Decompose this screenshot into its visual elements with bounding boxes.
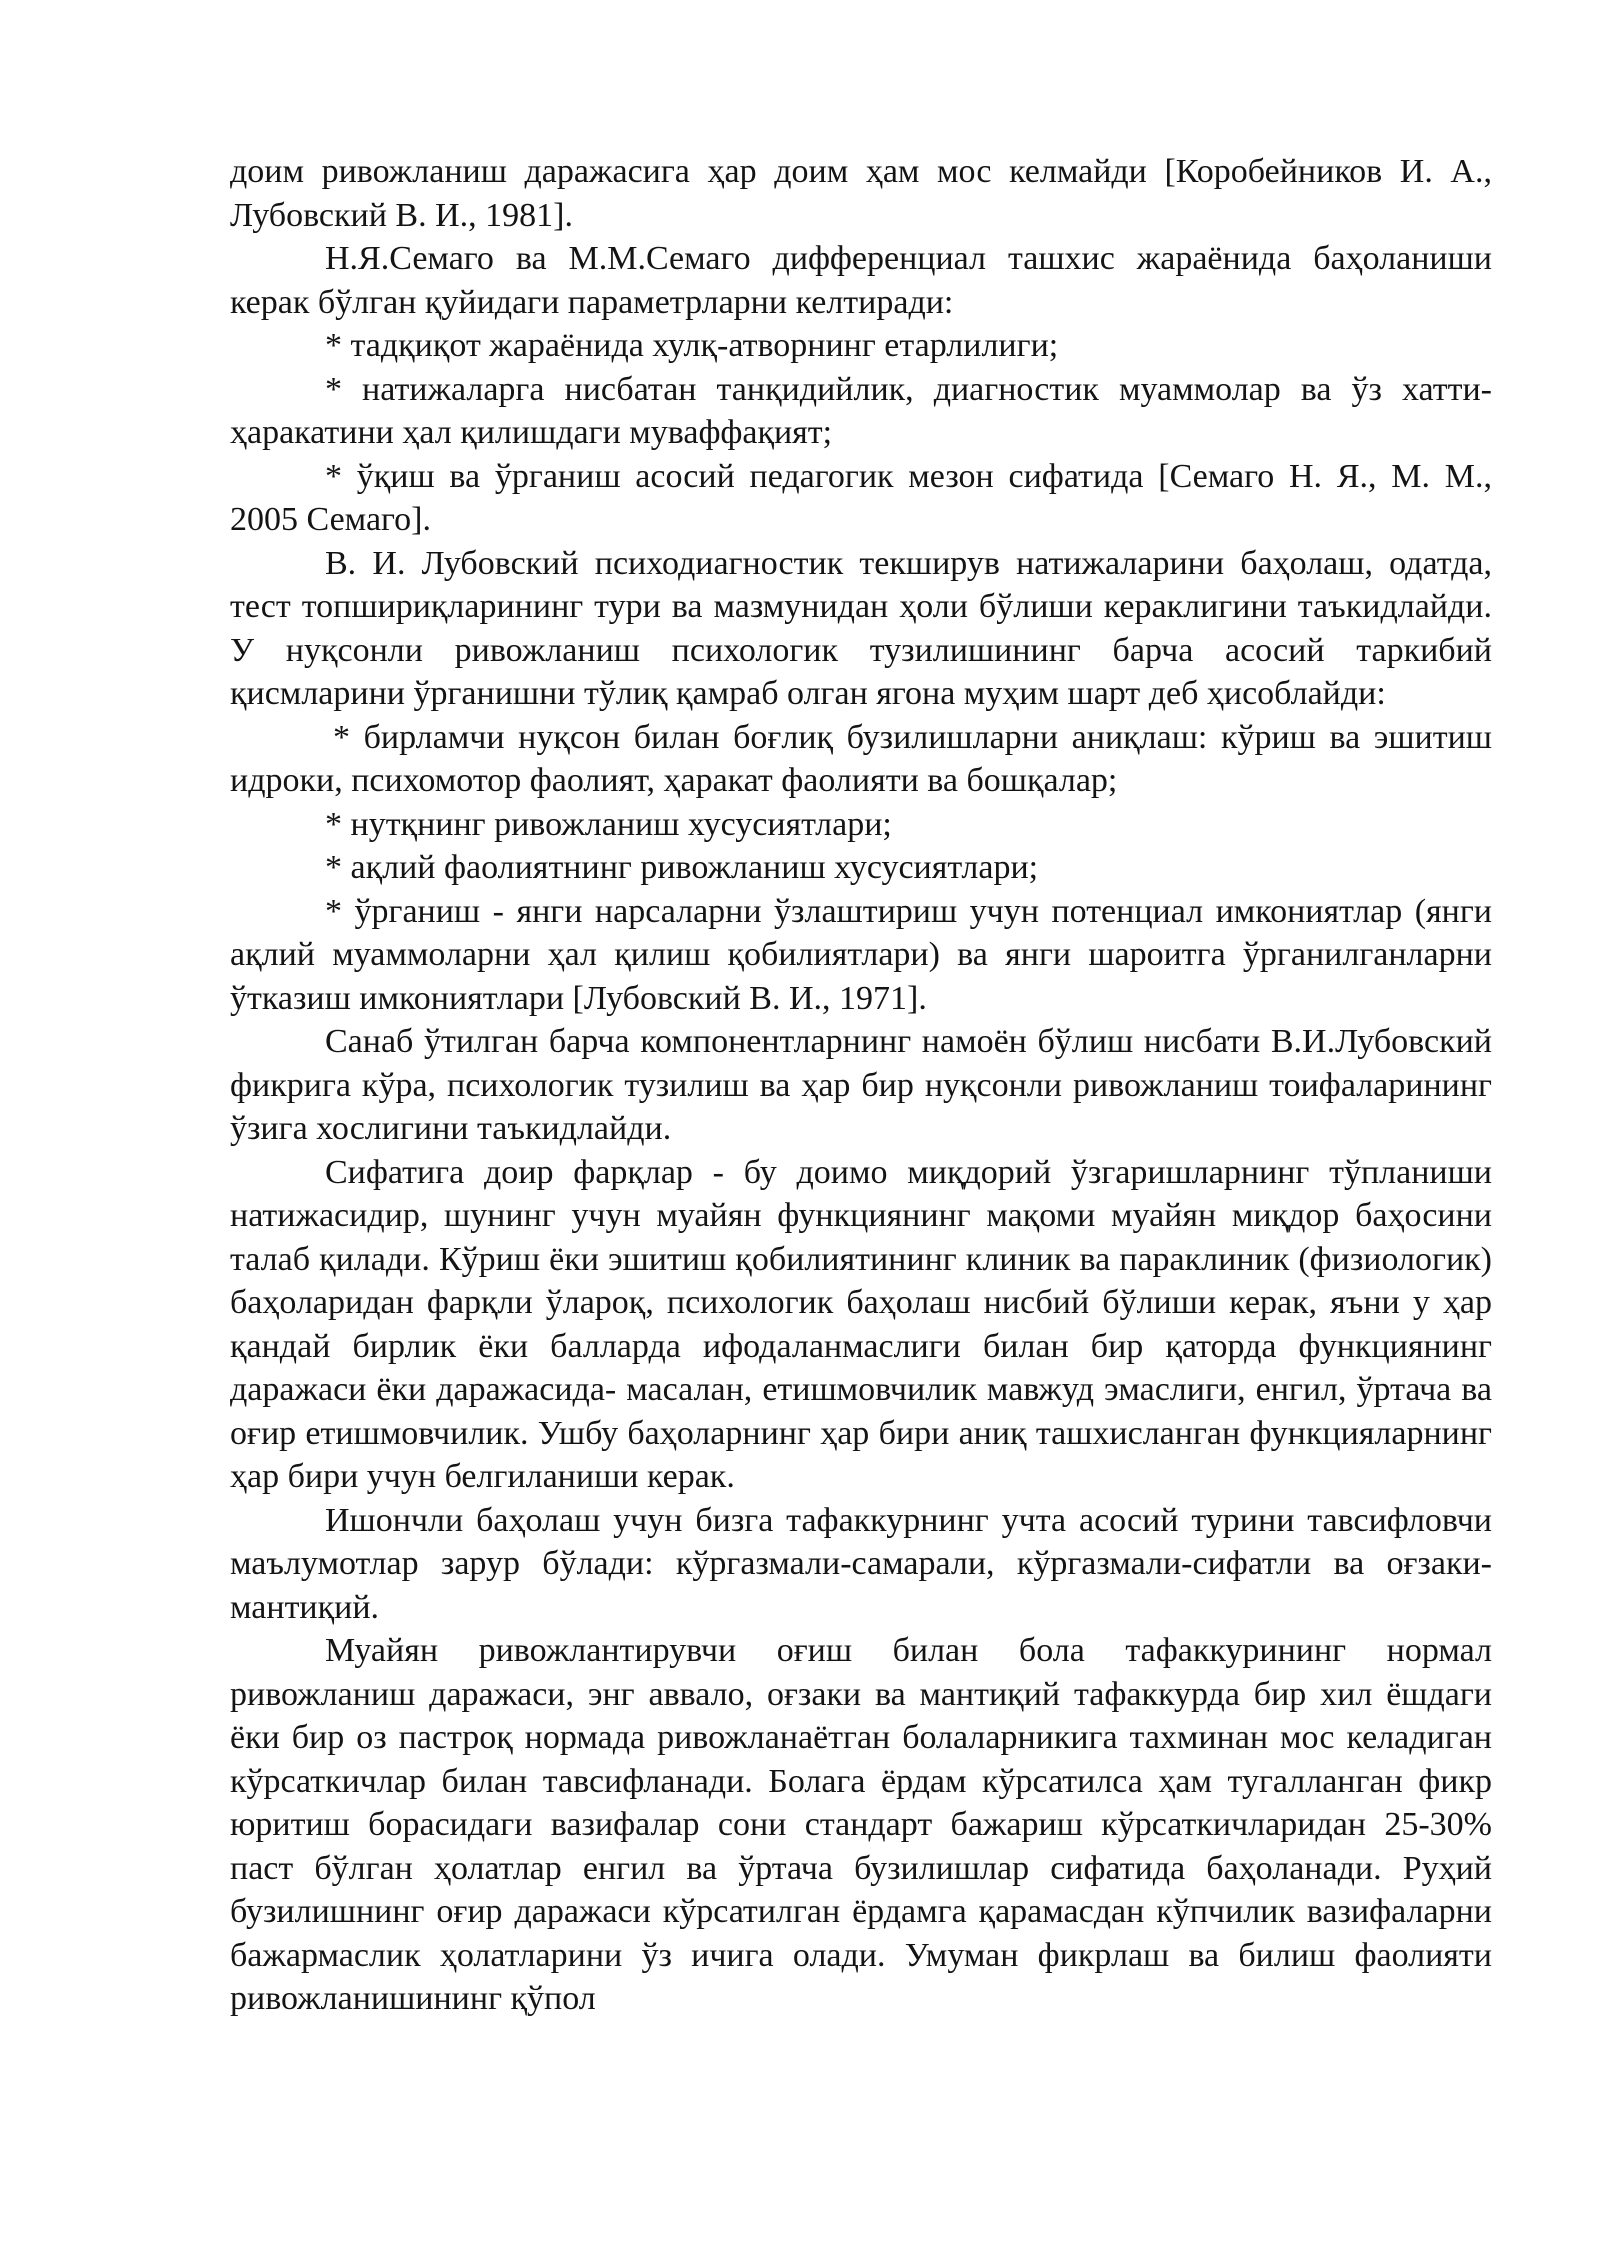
paragraph-6: Ишончли баҳолаш учун бизга тафаккурнинг учта асосий турини тавсифловчи маълумотлар зарур бўлади: кўргазмали-самарали, кўргазмали-сифатли ва оғзаки-мантиқий. [230,1501,1492,1626]
paragraph-1: доим ривожланиш даражасига ҳар доим ҳам мос келмайди [Коробейников И. А., Лубовский В. И., 1981]. [230,153,1492,234]
paragraph-3: В. И. Лубовский психодиагностик текширув натижаларини баҳолаш, одатда, тест топшириқларининг тури ва мазмунидан ҳоли бўлиши кераклигини таъкидлайди. У нуқсонли ривожланиш психологик тузилишининг барча асосий таркибий қисмларини ўрганишни тўлиқ қамраб олган ягона муҳим шарт деб ҳисоблайди: [230,544,1492,712]
paragraph-7: Муайян ривожлантирувчи оғиш билан бола тафаккурининг нормал ривожланиш даражаси, энг аввало, оғзаки ва мантиқий тафаккурда бир хил ёшдаги ёки бир оз пастроқ нормада ривожланаётган болаларникига тахминан мос келадиган кўрсаткичлар билан тавсифланади. Болага ёрдам кўрсатилса ҳам тугалланган фикр юритиш борасидаги вазифалар сони стандарт бажариш кўрсаткичларидан 25-30% паст бўлган ҳолатлар енгил ва ўртача бузилишлар сифатида баҳоланади. Руҳий бузилишнинг оғир даражаси кўрсатилган ёрдамга қарамасдан кўпчилик вазифаларни бажармаслик ҳолатларини ўз ичига олади. Умуман фикрлаш ва билиш фаолияти ривожланишининг қўпол [230,1632,1492,2017]
list-item-7: * ўрганиш - янги нарсаларни ўзлаштириш учун потенциал имкониятлар (янги ақлий муаммоларни ҳал қилиш қобилиятлари) ва янги шароитга ўрганилганларни ўтказиш имкониятлари [Лубовский В. И., 1971]. [230,892,1492,1017]
paragraph-2: Н.Я.Семаго ва М.М.Семаго дифференциал ташхис жараёнида баҳоланиши керак бўлган қуйидаги параметрларни келтиради: [230,240,1492,321]
paragraph-5: Сифатига доир фарқлар - бу доимо миқдорий ўзгаришларнинг тўпланиши натижасидир, шунинг учун муайян функциянинг мақоми муайян миқдор баҳосини талаб қилади. Кўриш ёки эшитиш қобилиятининг клиник ва параклиник (физиологик) баҳоларидан фарқли ўлароқ, психологик баҳолаш нисбий бўлиши керак, яъни у ҳар қандай бирлик ёки балларда ифодаланмаслиги билан бир қаторда функциянинг даражаси ёки даражасида- масалан, етишмовчилик мавжуд эмаслиги, енгил, ўртача ва оғир етишмовчилик. Ушбу баҳоларнинг ҳар бири аниқ ташхисланган функцияларнинг ҳар бири учун белгиланиши керак. [230,1153,1492,1495]
document-page [230,150,1492,2021]
list-item-2: * натижаларга нисбатан танқидийлик, диагностик муаммолар ва ўз хатти-ҳаракатини ҳал қилишдаги муваффақият; [230,370,1492,451]
list-item-4: * бирламчи нуқсон билан боғлиқ бузилишларни аниқлаш: кўриш ва эшитиш идроки, психомотор фаолият, ҳаракат фаолияти ва бошқалар; [230,718,1492,799]
list-item-3: * ўқиш ва ўрганиш асосий педагогик мезон сифатида [Семаго Н. Я., М. М., 2005 Семаго]. [230,457,1492,538]
list-item-6: * ақлий фаолиятнинг ривожланиш хусусиятлари; [325,849,1039,886]
paragraph-4: Санаб ўтилган барча компонентларнинг намоён бўлиш нисбати В.И.Лубовский фикрига кўра, психологик тузилиш ва ҳар бир нуқсонли ривожланиш тоифаларининг ўзига хослигини таъкидлайди. [230,1023,1492,1147]
list-item-5: * нутқнинг ривожланиш хусусиятлари; [325,805,892,843]
list-item-1: * тадқиқот жараёнида хулқ-атворнинг етарлилиги; [325,327,1059,364]
